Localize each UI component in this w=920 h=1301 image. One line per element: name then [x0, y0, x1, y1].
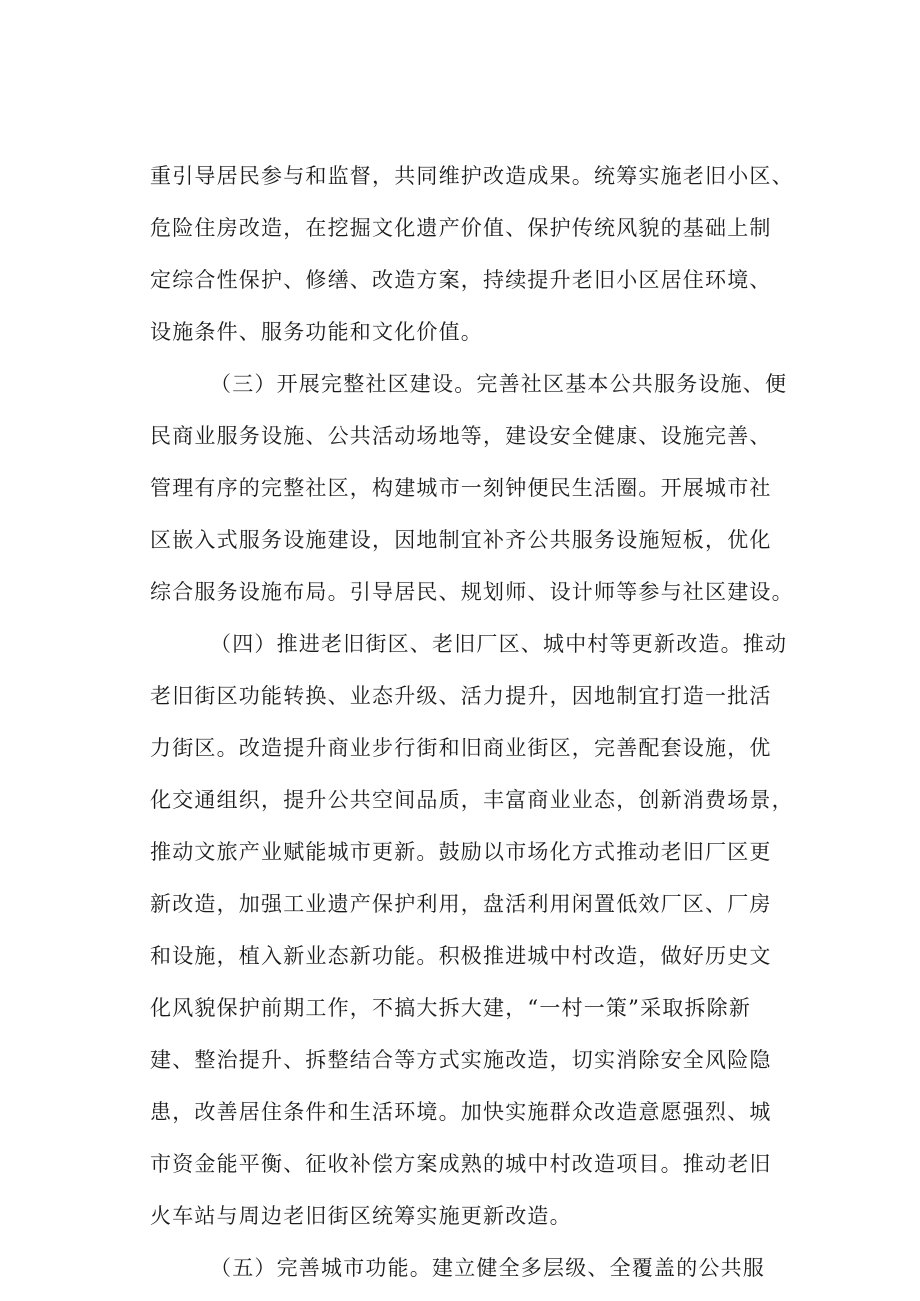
paragraph-line: 老旧街区功能转换、业态升级、活力提升，因地制宜打造一批活: [150, 684, 772, 708]
paragraph-line: 建、整治提升、拆整结合等方式实施改造，切实消除安全风险隐: [150, 1048, 772, 1072]
paragraph-line: 化交通组织，提升公共空间品质，丰富商业业态，创新消费场景，: [150, 788, 794, 812]
section-heading-line: （四）推进老旧街区、老旧厂区、城中村等更新改造。推动: [210, 632, 788, 656]
paragraph-line: 民商业服务设施、公共活动场地等，建设安全健康、设施完善、: [150, 424, 772, 448]
paragraph-line: 市资金能平衡、征收补偿方案成熟的城中村改造项目。推动老旧: [150, 1152, 772, 1176]
paragraph-line: 推动文旅产业赋能城市更新。鼓励以市场化方式推动老旧厂区更: [150, 840, 772, 864]
paragraph-line: 化风貌保护前期工作，不搞大拆大建，“一村一策”采取拆除新: [150, 996, 752, 1020]
paragraph-line: 力街区。改造提升商业步行街和旧商业街区，完善配套设施，优: [150, 736, 772, 760]
paragraph-line: 危险住房改造，在挖掘文化遗产价值、保护传统风貌的基础上制: [150, 216, 772, 240]
paragraph-line: 重引导居民参与和监督，共同维护改造成果。统筹实施老旧小区、: [150, 164, 794, 188]
paragraph-line: 定综合性保护、修缮、改造方案，持续提升老旧小区居住环境、: [150, 268, 772, 292]
paragraph-line: 设施条件、服务功能和文化价值。: [150, 320, 483, 344]
paragraph-line: 区嵌入式服务设施建设，因地制宜补齐公共服务设施短板，优化: [150, 528, 772, 552]
paragraph-line: 综合服务设施布局。引导居民、规划师、设计师等参与社区建设。: [150, 580, 794, 604]
paragraph-line: 火车站与周边老旧街区统筹实施更新改造。: [150, 1204, 572, 1228]
paragraph-line: 管理有序的完整社区，构建城市一刻钟便民生活圈。开展城市社: [150, 476, 772, 500]
paragraph-line: 和设施，植入新业态新功能。积极推进城中村改造，做好历史文: [150, 944, 772, 968]
section-heading-line: （五）完善城市功能。建立健全多层级、全覆盖的公共服: [210, 1256, 765, 1280]
paragraph-line: 新改造，加强工业遗产保护利用，盘活利用闲置低效厂区、厂房: [150, 892, 772, 916]
body-text: [150, 150, 810, 1294]
section-heading-line: （三）开展完整社区建设。完善社区基本公共服务设施、便: [210, 372, 788, 396]
paragraph-line: 患，改善居住条件和生活环境。加快实施群众改造意愿强烈、城: [150, 1100, 772, 1124]
